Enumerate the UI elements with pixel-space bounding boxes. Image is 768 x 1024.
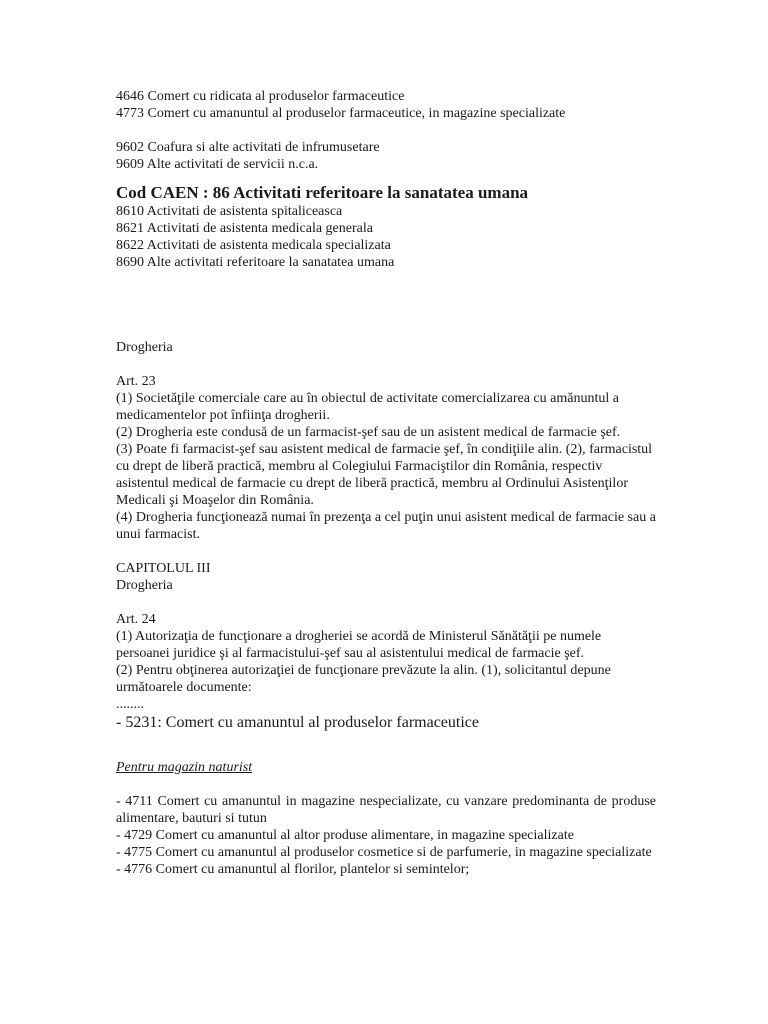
code-line-4646: 4646 Comert cu ridicata al produselor farmaceutice: [116, 89, 405, 104]
code-line-5231: - 5231: Comert cu amanuntul al produselor farmaceutice: [116, 714, 479, 731]
naturist-item-4711: - 4711 Comert cu amanuntul in magazine nespecializate, cu vanzare predominanta de produse alimentare, bauturi si tutun: [116, 794, 656, 826]
art-24-label: Art. 24: [116, 612, 156, 627]
art-23-paragraph-3: (3) Poate fi farmacist-şef sau asistent medical de farmacie şef, în condiţiile alin. (2), farmacistul cu drept de liberă practică, membru al Colegiului Farmaciştilor din România, respectiv asistentul medical de farmacie cu drept de liberă practică, membru al Ordinului Asistenţilor Medicali şi Moaşelor din România.: [116, 442, 653, 508]
art-24-paragraph-2: (2) Pentru obţinerea autorizaţiei de funcţionare prevăzute la alin. (1), solicitantul depune următoarele documente:: [116, 663, 611, 695]
code-line-8610: 8610 Activitati de asistenta spitaliceasca: [116, 204, 343, 219]
chapter-3-title: Drogheria: [116, 578, 173, 593]
art-24-paragraph-1: (1) Autorizaţia de funcţionare a drogheriei se acordă de Ministerul Sănătăţii pe numele persoanei juridice şi al farmacistului-şef sau al asistentului medical de farmacie şef.: [116, 629, 602, 661]
drogheria-title: Drogheria: [116, 340, 173, 355]
art-23-paragraph-2: (2) Drogheria este condusă de un farmacist-şef sau de un asistent medical de farmacie şef.: [116, 425, 621, 440]
document-body: [116, 88, 656, 878]
code-line-8690: 8690 Alte activitati referitoare la sanatatea umana: [116, 255, 395, 270]
chapter-3-label: CAPITOLUL III: [116, 561, 211, 576]
code-line-9609: 9609 Alte activitati de servicii n.c.a.: [116, 157, 319, 172]
code-line-9602: 9602 Coafura si alte activitati de infrumusetare: [116, 140, 380, 155]
naturist-item-4776: - 4776 Comert cu amanuntul al florilor, plantelor si semintelor;: [116, 862, 470, 877]
code-line-4773: 4773 Comert cu amanuntul al produselor farmaceutice, in magazine specializate: [116, 106, 566, 121]
code-line-8622: 8622 Activitati de asistenta medicala specializata: [116, 238, 391, 253]
ellipsis: ........: [116, 697, 144, 712]
code-line-8621: 8621 Activitati de asistenta medicala generala: [116, 221, 373, 236]
art-23-paragraph-4: (4) Drogheria funcţionează numai în prezenţa a cel puţin unui asistent medical de farmacie sau a unui farmacist.: [116, 510, 656, 542]
naturist-item-4775: - 4775 Comert cu amanuntul al produselor cosmetice si de parfumerie, in magazine specializate: [116, 845, 652, 860]
art-23-label: Art. 23: [116, 374, 156, 389]
naturist-item-4729: - 4729 Comert cu amanuntul al altor produse alimentare, in magazine specializate: [116, 828, 574, 843]
naturist-title: Pentru magazin naturist: [116, 760, 253, 775]
caen-86-heading: Cod CAEN : 86 Activitati referitoare la sanatatea umana: [116, 183, 529, 202]
art-23-paragraph-1: (1) Societăţile comerciale care au în obiectul de activitate comercializarea cu amănuntul a medicamentelor pot înfiinţa drogherii.: [116, 391, 619, 423]
